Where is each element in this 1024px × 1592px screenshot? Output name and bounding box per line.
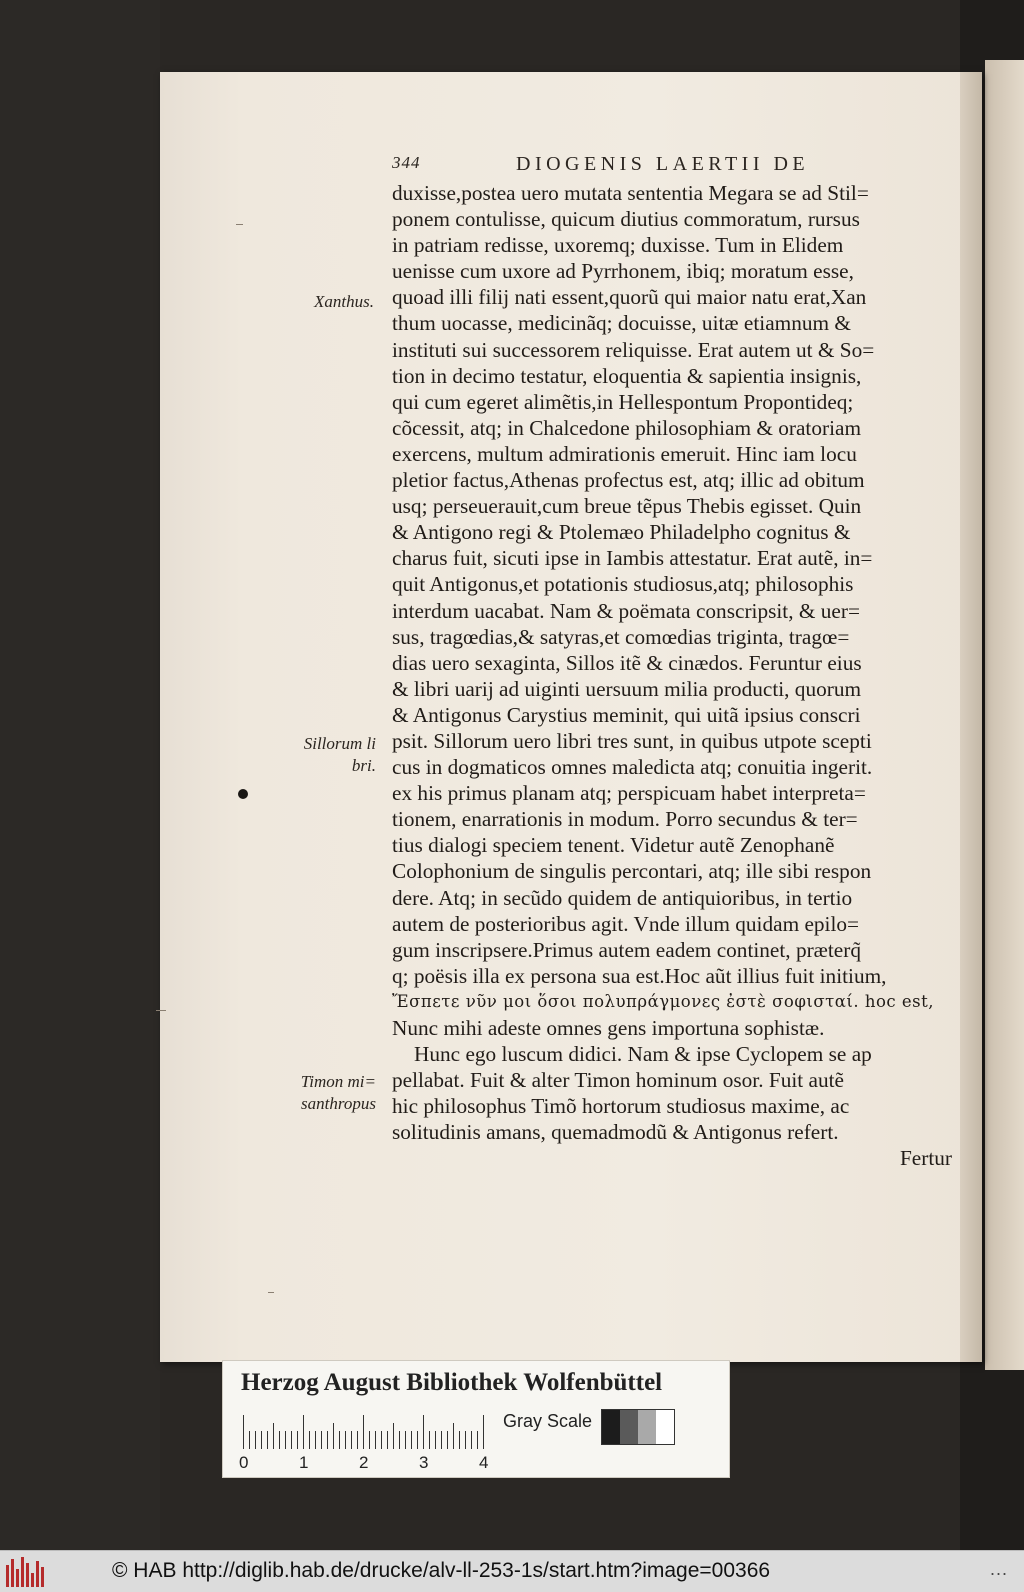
ruler-tick	[441, 1431, 442, 1449]
logo-bar	[21, 1557, 24, 1587]
margin-note-text: Timon mi=	[300, 1072, 376, 1091]
text-line: & libri uarij ad uiginti uersuum milia producti, quorum	[392, 676, 862, 701]
text-line: thum uocasse, medicinãq; docuisse, uitæ etiamnum &	[392, 311, 851, 336]
scale-ruler	[239, 1409, 489, 1472]
page-gutter	[960, 72, 982, 1362]
text-line: instituti sui successorem reliquisse. Erat autem ut & So=	[392, 337, 875, 362]
text-line: q; poësis illa ex persona sua est.Hoc aũt illius fuit initium,	[392, 963, 887, 988]
margin-mark	[268, 1292, 274, 1293]
text-line: cõcessit, atq; in Chalcedone philosophiam & oratoriam	[392, 415, 862, 440]
ruler-tick	[483, 1415, 484, 1449]
ruler-tick	[339, 1431, 340, 1449]
text-line: quoad illi filij nati essent,quorũ qui maior natu erat,Xan	[392, 285, 867, 310]
ruler-tick	[327, 1431, 328, 1449]
ruler-tick	[243, 1415, 244, 1449]
library-label	[222, 1360, 730, 1478]
margin-note-timon	[280, 1071, 376, 1115]
ruler-tick	[279, 1431, 280, 1449]
text-line: duxisse,postea uero mutata sententia Megara se ad Stil=	[392, 181, 869, 205]
text-line: tionem, enarrationis in modum. Porro secundus & ter=	[392, 807, 858, 832]
footer-bar	[0, 1550, 1024, 1592]
ruler-tick	[447, 1431, 448, 1449]
ruler-number: 4	[479, 1453, 489, 1472]
margin-mark	[236, 224, 243, 225]
ruler-tick	[465, 1431, 466, 1449]
text-line: uenisse cum uxore ad Pyrrhonem, ibiq; moratum esse,	[392, 259, 854, 284]
ruler-tick	[381, 1431, 382, 1449]
margin-note-text: bri.	[351, 756, 376, 775]
margin-note-text: Sillorum li	[303, 734, 376, 753]
ruler-tick	[315, 1431, 316, 1449]
ruler-tick	[321, 1431, 322, 1449]
text-line: autem de posterioribus agit. Vnde illum quidam epilo=	[392, 911, 860, 936]
page-header	[392, 153, 952, 179]
text-line: pletior factus,Athenas profectus est, atq; illic ad obitum	[392, 468, 865, 493]
text-line: Hunc ego luscum didici. Nam & ipse Cyclopem se ap	[414, 1042, 872, 1067]
gray-swatch	[656, 1410, 674, 1444]
text-line: ponem contulisse, quicum diutius commoratum, rursus	[392, 207, 860, 232]
ruler-tick	[459, 1431, 460, 1449]
ruler-tick	[357, 1431, 358, 1449]
text-line: Colophonium de singulis percontari, atq; ille sibi respon	[392, 859, 872, 884]
text-line: psit. Sillorum uero libri tres sunt, in quibus utpote scepti	[392, 728, 872, 753]
text-line: Nunc mihi adeste omnes gens importuna sophistæ.	[392, 1016, 825, 1040]
gray-swatch	[602, 1410, 620, 1444]
logo-bar	[16, 1569, 19, 1587]
ruler-number: 0	[239, 1453, 249, 1472]
margin-mark	[156, 1010, 166, 1011]
logo-bar	[26, 1563, 29, 1587]
adjacent-page-edge	[985, 60, 1024, 1370]
text-line: tius dialogi speciem tenent. Videtur autẽ Zenophanẽ	[392, 833, 835, 858]
text-line: solitudinis amans, quemadmodũ & Antigonus refert.	[392, 1120, 839, 1145]
ruler-tick	[345, 1431, 346, 1449]
ruler-tick	[471, 1431, 472, 1449]
text-line: sus, tragœdias,& satyras,et comœdias triginta, tragœ=	[392, 624, 850, 649]
logo-bar	[36, 1561, 39, 1587]
ruler-tick	[393, 1423, 394, 1449]
ruler-tick	[429, 1431, 430, 1449]
text-line: Ἔσπετε νῦν μοι ὅσοι πολυπράγμονες ἐστὲ σοφισταί. hoc est,	[392, 991, 935, 1011]
page-number: 344	[392, 153, 421, 172]
text-line: cus in dogmaticos omnes maledicta atq; conuitia ingerit.	[392, 755, 873, 780]
ruler-tick	[405, 1431, 406, 1449]
logo-bar	[41, 1567, 44, 1587]
ruler-tick	[309, 1431, 310, 1449]
ruler-tick	[273, 1423, 274, 1449]
gray-swatch	[638, 1410, 656, 1444]
margin-note-text: Xanthus.	[314, 292, 374, 311]
ruler-tick	[249, 1431, 250, 1449]
ruler-tick	[477, 1431, 478, 1449]
logo-bar	[6, 1565, 9, 1587]
text-line: gum inscripsere.Primus autem eadem continet, præterq̃	[392, 937, 861, 962]
margin-note-xanthus	[292, 291, 374, 313]
ruler-tick	[387, 1431, 388, 1449]
ruler-tick	[351, 1431, 352, 1449]
ruler-tick	[369, 1431, 370, 1449]
ruler-tick	[267, 1431, 268, 1449]
text-line: quit Antigonus,et potationis studiosus,atq; philosophis	[392, 572, 854, 597]
ruler-number: 3	[419, 1453, 429, 1472]
logo-bar	[11, 1559, 14, 1587]
gray-scale-label: Gray Scale	[503, 1411, 593, 1431]
ruler-tick	[303, 1415, 304, 1449]
ruler-tick	[411, 1431, 412, 1449]
ruler-tick	[291, 1431, 292, 1449]
library-name: Herzog August Bibliothek Wolfenbüttel	[241, 1369, 663, 1396]
ruler-tick	[435, 1431, 436, 1449]
text-line: charus fuit, sicuti ipse in Iambis attestatur. Erat autẽ, in=	[392, 546, 873, 571]
text-line: dias uero sexaginta, Sillos itẽ & cinædos. Feruntur eius	[392, 650, 862, 675]
text-line: & Antigonus Carystius meminit, qui uitã ipsius conscri	[392, 702, 861, 727]
hab-logo-icon	[6, 1557, 46, 1587]
text-line: ex his primus planam atq; perspicuam habet interpreta=	[392, 781, 866, 806]
body-text	[392, 180, 952, 1172]
ruler-tick	[297, 1431, 298, 1449]
margin-note-text: santhropus	[301, 1094, 376, 1113]
ruler-tick	[285, 1431, 286, 1449]
ruler-tick	[453, 1423, 454, 1449]
text-line: exercens, multum admirationis emeruit. Hinc iam locu	[392, 441, 857, 466]
text-line: interdum uacabat. Nam & poëmata conscripsit, & uer=	[392, 598, 860, 623]
text-line: in patriam redisse, uxoremq; duxisse. Tum in Elidem	[392, 233, 844, 258]
ruler-tick	[375, 1431, 376, 1449]
gray-scale-bar	[601, 1409, 675, 1445]
text-line: & Antigono regi & Ptolemæo Philadelpho cognitus &	[392, 520, 851, 545]
ruler-tick	[417, 1431, 418, 1449]
text-line: tion in decimo testatur, eloquentia & sapientia insignis,	[392, 363, 862, 388]
running-title: DIOGENIS LAERTII DE	[516, 153, 810, 175]
ruler-number: 2	[359, 1453, 369, 1472]
ruler-tick	[333, 1423, 334, 1449]
text-line: qui cum egeret alimẽtis,in Hellespontum Propontideq;	[392, 389, 854, 414]
text-line: hic philosophus Timõ hortorum studiosus maxime, ac	[392, 1094, 850, 1119]
source-url[interactable]: © HAB http://diglib.hab.de/drucke/alv-ll-253-1s/start.htm?image=00366	[112, 1559, 771, 1582]
ink-dot	[238, 789, 248, 799]
margin-note-sillorum	[280, 733, 376, 777]
text-line: Fertur	[899, 1146, 952, 1171]
gray-swatch	[620, 1410, 638, 1444]
text-line: usq; perseuerauit,cum breue tẽpus Thebis egisset. Quin	[392, 494, 862, 519]
ruler-tick	[399, 1431, 400, 1449]
text-line: pellabat. Fuit & alter Timon hominum osor. Fuit autẽ	[392, 1068, 844, 1093]
logo-bar	[31, 1573, 34, 1587]
ruler-tick	[261, 1431, 262, 1449]
ruler-tick	[255, 1431, 256, 1449]
text-line: dere. Atq; in secũdo quidem de antiquioribus, in tertio	[392, 885, 853, 910]
more-menu-icon[interactable]: ...	[989, 1559, 1008, 1579]
ruler-tick	[423, 1415, 424, 1449]
ruler-number: 1	[299, 1453, 309, 1472]
ruler-tick	[363, 1415, 364, 1449]
background-left	[0, 0, 160, 1550]
